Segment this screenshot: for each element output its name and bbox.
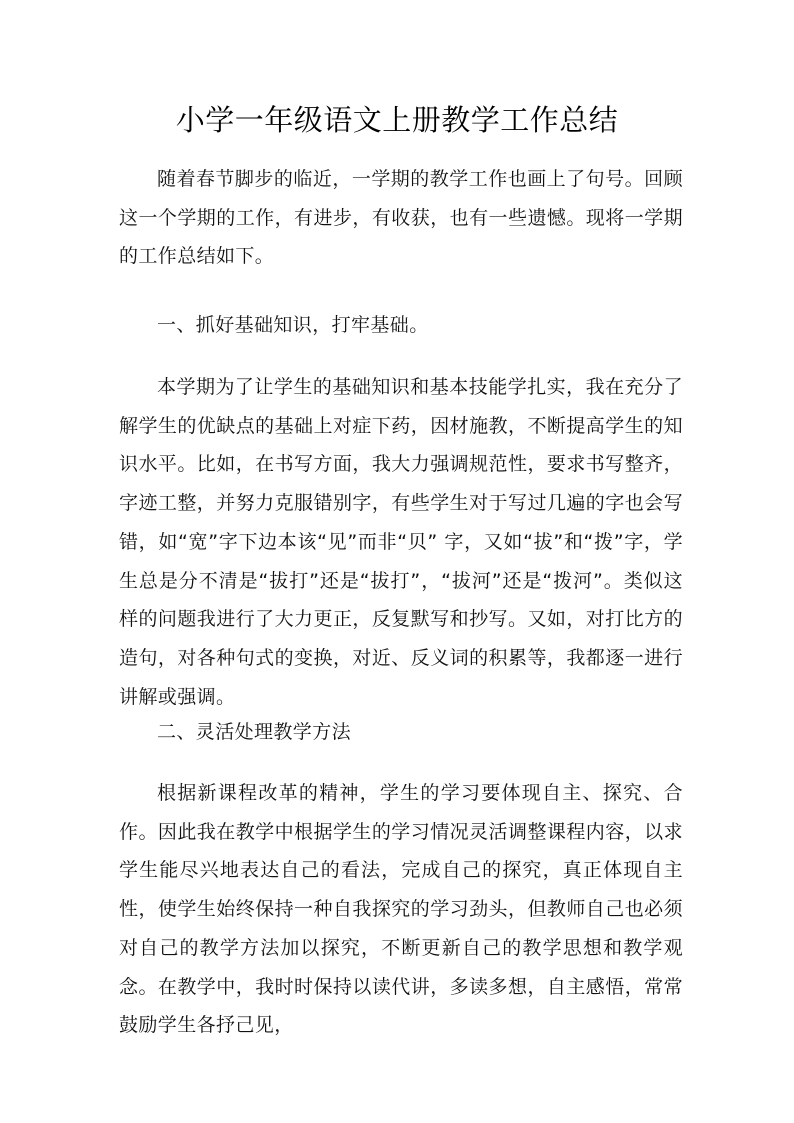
document-title: 小学一年级语文上册教学工作总结	[175, 103, 619, 137]
section-1-paragraph: 本学期为了让学生的基础知识和基本技能学扎实，我在充分了解学生的优缺点的基础上对症下药，因材施教，不断提高学生的知识水平。比如，在书写方面，我大力强调规范性，要求书写整齐，字迹工整，并努力克服错别字，有些学生对于写过几遍的字也会写错，如“宽”字下边本该“见”而非“贝” 字，又如“拔”和“拨”字，学生总是分不清是“拔打”还是“拔打”，“拔河”还是“拨河”。类似这样的问题我进行了大力更正，反复默写和抄写。又如，对打比方的造句，对各种句式的变换，对近、反义词的积累等，我都逐一进行讲解或强调。	[119, 376, 683, 708]
section-heading-1: 一、抓好基础知识，打牢基础。	[157, 314, 429, 336]
intro-paragraph: 随着春节脚步的临近，一学期的教学工作也画上了句号。回顾这一个学期的工作，有进步，有收获，也有一些遗憾。现将一学期的工作总结如下。	[119, 168, 683, 268]
section-2-paragraph: 根据新课程改革的精神，学生的学习要体现自主、探究、合作。因此我在教学中根据学生的学习情况灵活调整课程内容，以求学生能尽兴地表达自己的看法，完成自己的探究，真正体现自主性，使学生始终保持一种自我探究的学习劲头，但教师自己也必须对自己的教学方法加以探究，不断更新自己的教学思想和教学观念。在教学中，我时时保持以读代讲，多读多想，自主感悟，常常鼓励学生各抒己见，	[119, 782, 683, 1037]
section-heading-2: 二、灵活处理教学方法	[157, 721, 352, 743]
